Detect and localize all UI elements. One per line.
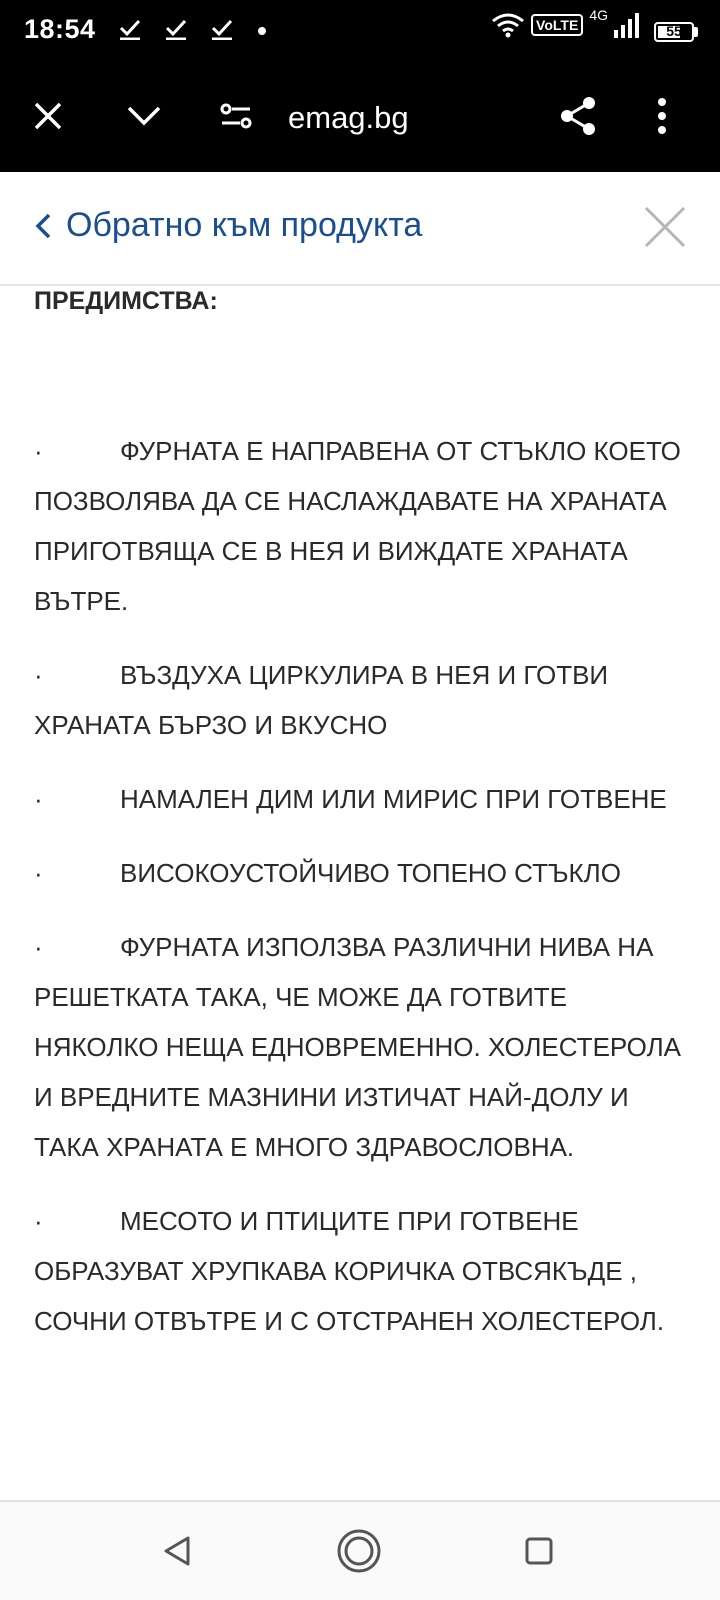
description-content <box>34 284 690 1492</box>
close-icon <box>32 100 64 132</box>
signal-icon <box>614 12 642 38</box>
advantage-item <box>34 1196 690 1346</box>
bullet-marker: · <box>34 1206 43 1236</box>
check-icon <box>118 16 142 40</box>
bullet-marker: · <box>34 436 43 466</box>
more-options-button[interactable] <box>636 90 688 142</box>
wifi-icon <box>491 12 525 38</box>
advantage-text: НАМАЛЕН ДИМ ИЛИ МИРИС ПРИ ГОТВЕНЕ <box>120 784 667 814</box>
advantage-text: ФУРНАТА Е НАПРАВЕНА ОТ СТЪКЛО КОЕТО ПОЗВОЛЯВА ДА СЕ НАСЛАЖДАВАТЕ НА ХРАНАТА ПРИГОТВЯЩА СЕ В НЕЯ И ВИЖДАТЕ ХРАНАТА ВЪТРЕ. <box>34 436 681 616</box>
chevron-down-icon <box>126 104 162 128</box>
sheet-header <box>0 172 720 286</box>
bullet-marker: · <box>34 784 43 814</box>
advantage-item <box>34 774 690 824</box>
advantage-text: ВИСОКОУСТОЙЧИВО ТОПЕНО СТЪКЛО <box>120 858 621 888</box>
volte-badge: VoLTE <box>531 14 583 36</box>
advantage-item <box>34 426 690 626</box>
battery-level: 55 <box>666 23 682 39</box>
advantage-text: ВЪЗДУХА ЦИРКУЛИРА В НЕЯ И ГОТВИ ХРАНАТА БЪРЗО И ВКУСНО <box>34 660 609 740</box>
more-vert-icon <box>657 98 667 134</box>
check-icon <box>164 16 188 40</box>
back-triangle-icon <box>162 1535 192 1567</box>
advantage-text: МЕСОТО И ПТИЦИТЕ ПРИ ГОТВЕНЕ ОБРАЗУВАТ ХРУПКАВА КОРИЧКА ОТВСЯКЪДЕ , СОЧНИ ОТВЪТРЕ И С ОТСТРАНЕН ХОЛЕСТЕРОЛ. <box>34 1206 665 1336</box>
advantage-item <box>34 848 690 898</box>
check-icon <box>210 16 234 40</box>
more-notifications-dot <box>258 27 266 35</box>
nav-recents-button[interactable] <box>514 1526 564 1576</box>
back-to-product-label: Обратно към продукта <box>66 206 423 244</box>
home-circle-icon <box>336 1528 382 1574</box>
section-title: ПРЕДИМСТВА: <box>34 287 218 315</box>
site-settings-button[interactable] <box>210 90 262 142</box>
nav-back-button[interactable] <box>152 1526 202 1576</box>
browser-toolbar <box>0 60 720 172</box>
nav-home-button[interactable] <box>334 1526 384 1576</box>
url-text[interactable]: emag.bg <box>288 100 409 135</box>
close-icon <box>640 202 690 252</box>
share-icon <box>558 96 598 136</box>
back-to-product-link[interactable] <box>34 206 422 245</box>
recents-square-icon <box>524 1536 554 1566</box>
advantage-item <box>34 922 690 1172</box>
advantage-text: ФУРНАТА ИЗПОЛЗВА РАЗЛИЧНИ НИВА НА РЕШЕТКАТА ТАКА, ЧЕ МОЖЕ ДА ГОТВИТЕ НЯКОЛКО НЕЩА ЕДНОВРЕМЕННО. ХОЛЕСТЕРОЛА И ВРЕДНИТЕ МАЗНИНИ ИЗТИЧАТ НАЙ-ДОЛУ И ТАКА ХРАНАТА Е МНОГО ЗДРАВОСЛОВНА. <box>34 932 682 1162</box>
close-sheet-button[interactable] <box>640 202 690 252</box>
close-tab-button[interactable] <box>22 90 74 142</box>
network-type: 4G <box>589 7 608 23</box>
site-settings-icon <box>218 101 254 131</box>
system-nav-bar <box>0 1502 720 1600</box>
bullet-marker: · <box>34 660 43 690</box>
advantage-item <box>34 650 690 750</box>
status-time: 18:54 <box>24 14 96 44</box>
minimize-button[interactable] <box>118 90 170 142</box>
battery-icon <box>654 22 694 42</box>
chevron-left-icon <box>34 211 52 241</box>
bullet-marker: · <box>34 858 43 888</box>
notification-icons <box>118 16 234 40</box>
status-bar <box>0 0 720 60</box>
share-button[interactable] <box>552 90 604 142</box>
product-description-sheet <box>0 172 720 1500</box>
bullet-marker: · <box>34 932 43 962</box>
